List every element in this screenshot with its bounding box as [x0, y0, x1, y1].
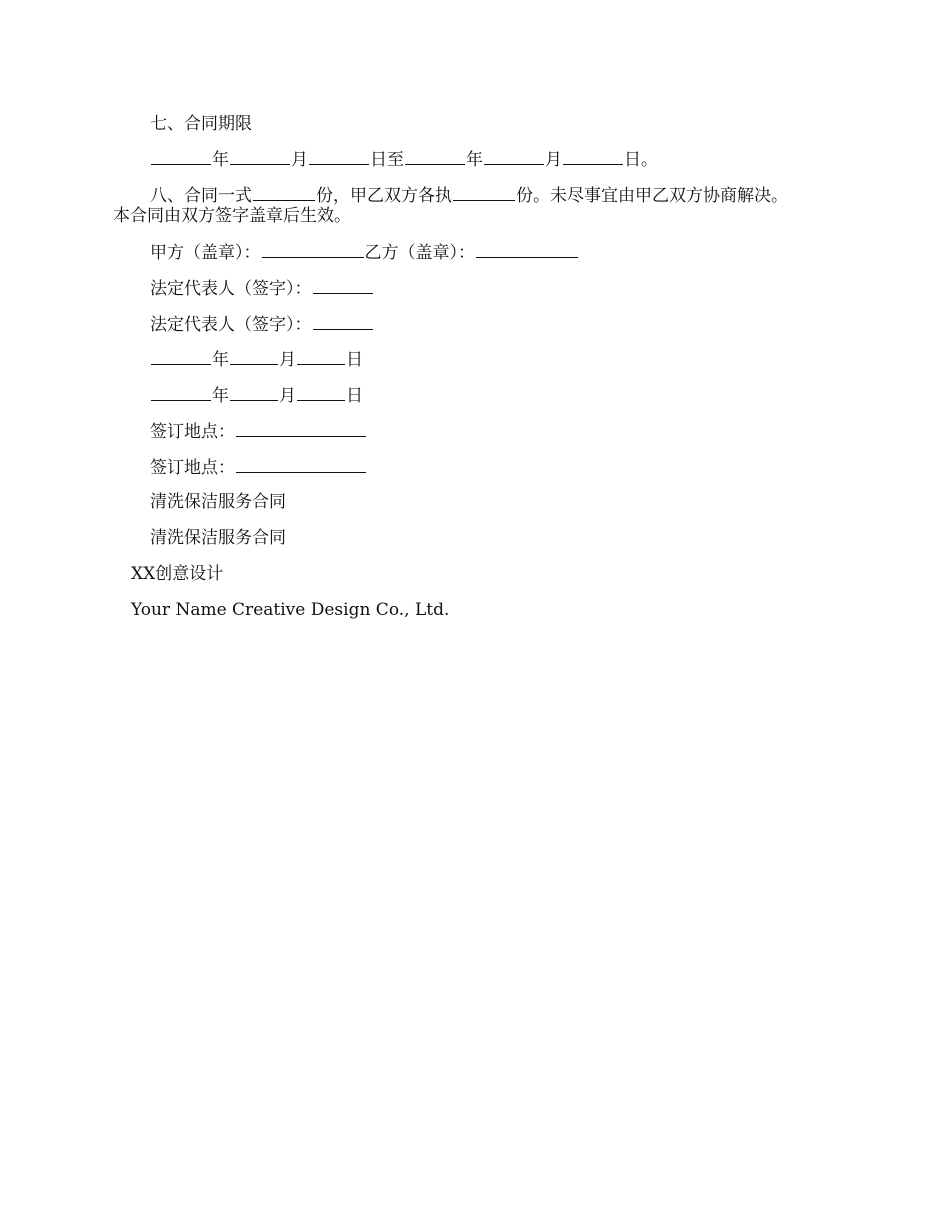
- term-month-label-2: 月: [545, 150, 562, 170]
- sign-date-line-2: [150, 384, 363, 407]
- section-8-text-2: 份，甲乙双方各执: [316, 186, 452, 206]
- sign-place-label-1: 签订地点：: [150, 422, 235, 442]
- sign-place-label-2: 签订地点：: [150, 458, 235, 478]
- legal-rep-sign-blank-1: [313, 277, 373, 294]
- section-7-heading-text: 七、合同期限: [150, 114, 252, 134]
- footer-company-en-text: Your Name Creative Design Co., Ltd.: [131, 600, 450, 620]
- sign-date-month-label-1: 月: [279, 350, 296, 370]
- sign-date-year-blank-2: [151, 384, 211, 401]
- footer-company-cn: [131, 563, 223, 585]
- legal-rep-line-2: [150, 313, 374, 336]
- footer-company-cn-text: XX创意设计: [131, 564, 224, 584]
- party-b-seal-blank: [476, 241, 578, 258]
- sign-date-day-blank-1: [297, 348, 345, 365]
- section-8-text-3: 份。未尽事宜由甲乙双方协商解决。: [516, 186, 788, 206]
- sign-place-line-1: [150, 420, 367, 443]
- section-8-text-1: 八、合同一式: [150, 186, 252, 206]
- term-end-year-blank: [405, 148, 465, 165]
- copies-count-blank: [253, 184, 315, 201]
- sign-place-blank-1: [236, 420, 366, 437]
- contract-title-1: [150, 491, 286, 513]
- sign-date-day-label-1: 日: [346, 350, 363, 370]
- sign-date-month-blank-2: [230, 384, 278, 401]
- party-b-label: 乙方（盖章）：: [364, 243, 475, 263]
- section-7-heading: [150, 113, 252, 135]
- term-day-end-label: 日。: [624, 150, 658, 170]
- sign-place-blank-2: [236, 456, 366, 473]
- term-end-month-blank: [484, 148, 544, 165]
- party-seal-line: [150, 241, 579, 264]
- contract-title-2: [150, 527, 286, 549]
- term-day-to-label: 日至: [370, 150, 404, 170]
- sign-date-month-blank-1: [230, 348, 278, 365]
- party-a-label: 甲方（盖章）：: [150, 243, 261, 263]
- section-8-continuation: [113, 205, 351, 227]
- sign-date-year-label-2: 年: [212, 386, 229, 406]
- contract-title-text-2: 清洗保洁服务合同: [150, 528, 286, 548]
- term-start-month-blank: [230, 148, 290, 165]
- copies-each-blank: [453, 184, 515, 201]
- legal-rep-label-1: 法定代表人（签字）：: [150, 279, 312, 299]
- party-a-seal-blank: [262, 241, 364, 258]
- section-8-paragraph: [150, 184, 788, 207]
- sign-date-year-label-1: 年: [212, 350, 229, 370]
- term-start-day-blank: [309, 148, 369, 165]
- term-year-label: 年: [212, 150, 229, 170]
- sign-date-line-1: [150, 348, 363, 371]
- term-month-label: 月: [291, 150, 308, 170]
- sign-date-year-blank-1: [151, 348, 211, 365]
- legal-rep-label-2: 法定代表人（签字）：: [150, 315, 312, 335]
- sign-date-month-label-2: 月: [279, 386, 296, 406]
- footer-company-en: [131, 599, 449, 621]
- legal-rep-sign-blank-2: [313, 313, 373, 330]
- term-end-day-blank: [563, 148, 623, 165]
- sign-date-day-blank-2: [297, 384, 345, 401]
- contract-term-line: [150, 148, 658, 171]
- term-year-label-2: 年: [466, 150, 483, 170]
- sign-place-line-2: [150, 456, 367, 479]
- legal-rep-line-1: [150, 277, 374, 300]
- contract-title-text-1: 清洗保洁服务合同: [150, 492, 286, 512]
- term-start-year-blank: [151, 148, 211, 165]
- section-8-continuation-text: 本合同由双方签字盖章后生效。: [113, 206, 351, 226]
- sign-date-day-label-2: 日: [346, 386, 363, 406]
